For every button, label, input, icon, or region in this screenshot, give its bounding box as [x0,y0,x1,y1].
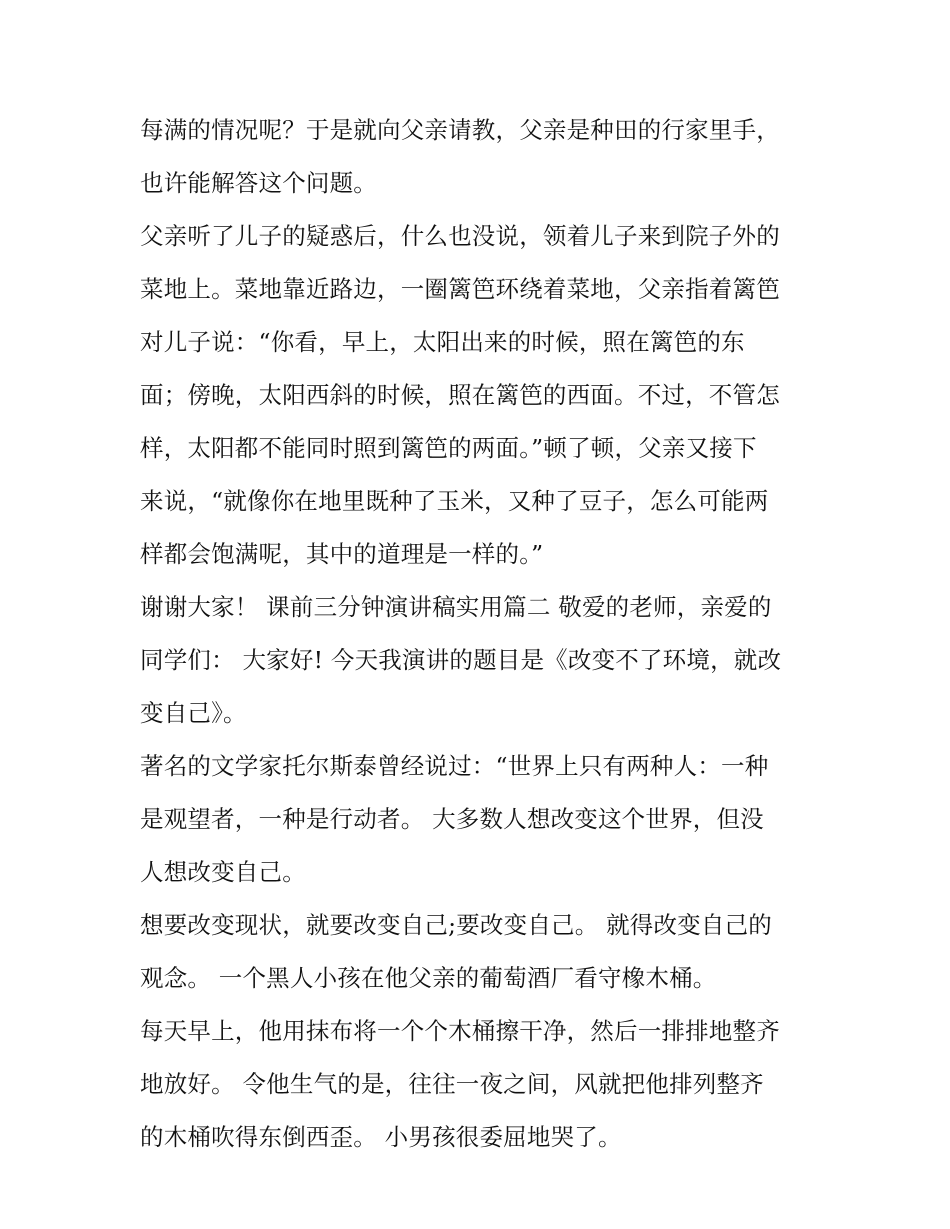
text-line-1: 每满的情况呢？于是就向父亲请教，父亲是种田的行家里手， [140,116,780,144]
text-line-18: 每天早上，他用抹布将一个个木桶擦干净，然后一排排地整齐 [140,1017,780,1045]
text-line-2: 也许能解答这个问题。 [140,169,377,197]
text-line-15: 人想改变自己。 [140,858,306,886]
text-line-20: 的木桶吹得东倒西歪。 小男孩很委屈地哭了。 [140,1123,622,1151]
document-body [140,104,830,1164]
text-line-16: 想要改变现状，就要改变自己;要改变自己。 就得改变自己的 [140,911,772,939]
text-line-8: 来说，“就像你在地里既种了玉米，又种了豆子，怎么可能两 [140,487,769,515]
text-line-14: 是观望者，一种是行动者。 大多数人想改变这个世界，但没 [140,805,764,833]
text-line-19: 地放好。 令他生气的是，往往一夜之间，风就把他排列整齐 [140,1070,764,1098]
text-line-11: 同学们： 大家好! 今天我演讲的题目是《改变不了环境，就改 [140,646,782,674]
text-line-12: 变自己》。 [140,699,247,727]
text-line-3: 父亲听了儿子的疑惑后，什么也没说，领着儿子来到院子外的 [140,222,780,250]
text-line-7: 样，太阳都不能同时照到篱笆的两面。”顿了顿，父亲又接下 [140,434,757,462]
text-line-6: 面；傍晚，太阳西斜的时候，照在篱笆的西面。不过，不管怎 [140,381,780,409]
text-line-4: 菜地上。菜地靠近路边，一圈篱笆环绕着菜地，父亲指着篱笆 [140,275,780,303]
text-line-9: 样都会饱满呢，其中的道理是一样的。” [140,540,544,568]
text-line-17: 观念。 一个黑人小孩在他父亲的葡萄酒厂看守橡木桶。 [140,964,717,992]
text-line-5: 对儿子说：“你看，早上，太阳出来的时候，照在篱笆的东 [140,328,745,356]
text-line-10: 谢谢大家！ 课前三分钟演讲稿实用篇二 敬爱的老师，亲爱的 [140,593,772,621]
text-line-13: 著名的文学家托尔斯泰曾经说过：“世界上只有两种人：一种 [140,752,769,780]
